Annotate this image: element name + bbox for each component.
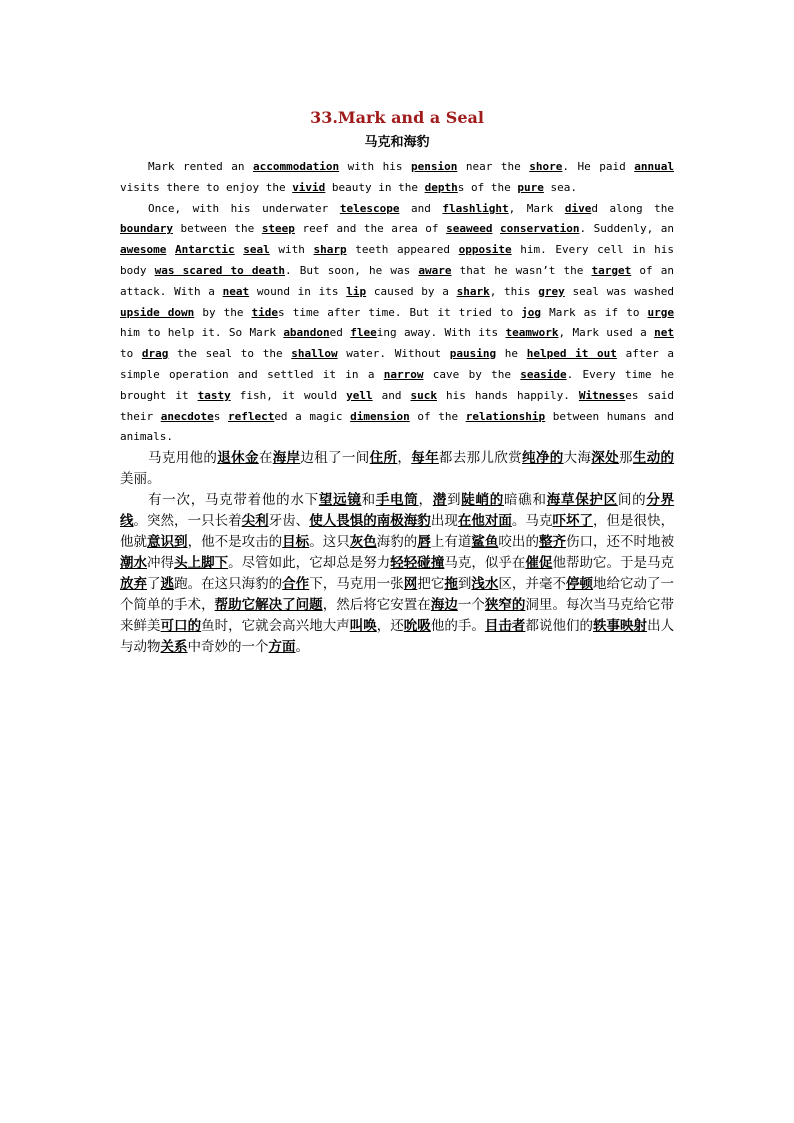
text-run: es said their: [120, 388, 675, 423]
text-run: 间的: [617, 492, 647, 509]
text-run: and: [372, 388, 411, 402]
text-run: ed a magic: [274, 409, 351, 423]
vocab-word: drag: [141, 347, 169, 361]
vocab-word: neat: [222, 284, 250, 298]
vocab-word: 逃: [160, 576, 175, 593]
text-run: Mark as if to: [541, 305, 648, 319]
text-run: fish, it would: [230, 388, 347, 402]
chinese-paragraph: [120, 448, 674, 490]
vocab-word: reflect: [227, 409, 275, 423]
text-run: 牙齿、: [268, 513, 310, 530]
vocab-word: 放弃: [120, 576, 148, 593]
document-page: [120, 105, 674, 658]
vocab-word: 纯净的: [522, 450, 564, 467]
text-run: 洞里。每次当马克给它带来鲜美: [120, 597, 675, 635]
text-run: 冲得: [147, 555, 175, 572]
vocab-word: 灰色: [349, 534, 377, 551]
vocab-word: 轻轻碰撞: [390, 555, 445, 572]
text-run: the seal to the: [168, 347, 292, 361]
text-run: between humans and animals.: [120, 409, 674, 444]
text-run: that he wasn’t the: [451, 263, 592, 277]
vocab-word: 催促: [525, 555, 553, 572]
text-run: him. Every cell in his body: [120, 243, 674, 277]
vocab-word: dive: [564, 201, 592, 215]
text-run: 都说他们的: [525, 618, 593, 635]
text-run: 美丽。: [120, 471, 161, 488]
text-run: [492, 222, 500, 235]
text-run: teeth appeared: [346, 243, 459, 257]
vocab-word: suck: [410, 388, 437, 402]
vocab-word: 尖利: [241, 513, 269, 530]
text-run: ，还: [376, 618, 404, 635]
text-run: 下，马克用一张: [309, 576, 404, 593]
vocab-word: 使人畏惧的南极海豹: [309, 513, 431, 530]
text-run: 马克，似乎在: [444, 555, 526, 572]
vocab-word: abandon: [283, 326, 330, 340]
text-run: s: [213, 409, 228, 423]
text-run: 出人与动物: [120, 618, 675, 656]
text-run: between the: [172, 222, 262, 236]
vocab-word: 合作: [282, 576, 310, 593]
vocab-word: shore: [529, 160, 563, 173]
vocab-word: 手电筒: [375, 492, 419, 509]
text-run: 跑。在这只海豹的: [174, 576, 283, 593]
text-run: 中奇妙的一个: [187, 639, 269, 656]
text-run: ，: [397, 450, 412, 467]
text-run: ，: [418, 492, 433, 509]
vocab-word: tasty: [197, 388, 231, 402]
text-run: ing away. With its: [376, 326, 506, 340]
vocab-word: was scared to death: [154, 263, 285, 277]
vocab-word: 方面: [268, 639, 296, 656]
text-run: 暗礁和: [504, 492, 547, 509]
vocab-word: 整齐: [538, 534, 566, 551]
vocab-word: 浅水: [471, 576, 499, 593]
vocab-word: relationship: [465, 409, 546, 423]
vocab-word: 每年: [411, 450, 439, 467]
vocab-word: 轶事: [593, 618, 621, 635]
text-run: with his: [339, 160, 411, 173]
text-run: 马克用他的: [148, 450, 218, 467]
text-run: , Mark: [508, 201, 565, 215]
text-run: 他的手。: [430, 618, 485, 635]
chinese-paragraph: [120, 490, 674, 658]
vocab-word: 潮水: [120, 555, 148, 572]
text-run: 在: [258, 450, 273, 467]
chinese-passage: [120, 448, 674, 658]
vocab-word: flashlight: [442, 201, 509, 215]
vocab-word: 叫唤: [349, 618, 377, 635]
vocab-word: net: [654, 326, 674, 340]
vocab-word: 目标: [282, 534, 310, 551]
document-subtitle: 马克和海豹: [364, 135, 430, 150]
vocab-word: seaweed: [446, 222, 493, 236]
text-run: to: [120, 347, 142, 361]
text-run: 大海: [563, 450, 592, 467]
vocab-word: 可口的: [160, 618, 202, 635]
text-run: 上有道: [430, 534, 472, 551]
text-run: 。: [295, 639, 309, 656]
vocab-word: upside down: [120, 305, 195, 319]
vocab-word: Witness: [578, 388, 626, 402]
english-passage: [120, 157, 674, 448]
vocab-word: tide: [251, 305, 279, 319]
document-title: 33.Mark and a Seal: [310, 108, 484, 127]
vocab-word: opposite: [458, 243, 512, 257]
text-run: 区，并毫不: [498, 576, 566, 593]
vocab-word: shallow: [291, 347, 338, 361]
text-run: and: [399, 201, 443, 215]
vocab-word: narrow: [383, 367, 424, 381]
english-paragraph: [120, 157, 674, 199]
vocab-word: helped it out: [526, 347, 617, 361]
text-run: s time after time. But it tried to: [278, 305, 522, 319]
vocab-word: Antarctic: [175, 243, 235, 257]
vocab-word: target: [591, 263, 632, 277]
text-run: 。尽管如此，它却总是努力: [228, 555, 391, 572]
vocab-word: jog: [521, 305, 542, 319]
text-run: of an attack. With a: [120, 263, 674, 298]
vocab-word: anecdote: [160, 409, 214, 423]
vocab-word: 意识到: [147, 534, 188, 551]
vocab-word: telescope: [339, 201, 400, 215]
vocab-word: 帮助它解决了问题: [214, 597, 323, 614]
text-run: of the: [409, 409, 466, 423]
text-run: he: [496, 347, 527, 361]
text-run: caused by a: [366, 284, 457, 298]
vocab-word: 深处: [591, 450, 619, 467]
vocab-word: lip: [346, 284, 367, 298]
vocab-word: pension: [410, 160, 458, 173]
vocab-word: awesome: [120, 243, 167, 257]
vocab-word: seal: [243, 243, 270, 257]
vocab-word: pausing: [449, 347, 497, 361]
text-run: wound in its: [249, 284, 347, 298]
vocab-word: 拖: [444, 576, 458, 593]
vocab-word: yell: [346, 388, 373, 402]
text-run: ，然后将它安置在: [322, 597, 431, 614]
text-run: 到: [447, 492, 462, 509]
vocab-word: sharp: [313, 243, 347, 257]
vocab-word: 头上脚下: [174, 555, 229, 572]
text-run: 鱼时，它就会高兴地大声: [201, 618, 350, 635]
text-run: seal was washed: [564, 284, 675, 298]
vocab-word: 退休金: [217, 450, 259, 467]
text-run: , Mark used a: [558, 326, 655, 340]
text-run: 咬出的: [498, 534, 539, 551]
text-run: 他帮助它。于是马克: [552, 555, 675, 572]
text-run: beauty in the: [325, 180, 425, 194]
vocab-word: 生动的: [632, 450, 675, 467]
vocab-word: teamwork: [505, 326, 559, 340]
vocab-word: 唇: [417, 534, 431, 551]
text-run: 了: [147, 576, 161, 593]
text-run: 把它: [417, 576, 445, 593]
vocab-word: 潜: [432, 492, 448, 509]
text-run: water. Without: [337, 347, 450, 361]
vocab-word: 目击者: [484, 618, 526, 635]
text-run: 和: [361, 492, 376, 509]
text-run: 到: [457, 576, 472, 593]
text-run: visits there to enjoy the: [120, 180, 293, 194]
text-run: 出现: [430, 513, 458, 530]
text-run: ，他不是攻击的: [187, 534, 283, 551]
vocab-word: aware: [418, 263, 452, 277]
text-run: 有一次，马克带着他的水下: [148, 492, 319, 509]
vocab-word: 关系: [160, 639, 188, 656]
vocab-word: 分界线: [120, 492, 675, 530]
text-run: with: [269, 243, 314, 257]
vocab-word: 映射: [620, 618, 648, 635]
vocab-word: shark: [456, 284, 490, 298]
text-run: ，但是很快，他就: [120, 513, 675, 551]
vocab-word: 海岸: [272, 450, 301, 467]
vocab-word: 望远镜: [318, 492, 362, 509]
text-run: [235, 243, 244, 256]
text-run: Mark rented an: [148, 160, 253, 173]
vocab-word: 海草保护区: [546, 492, 618, 509]
vocab-word: urge: [647, 305, 675, 319]
text-run: sea.: [543, 180, 578, 194]
text-run: 地给它动了一个简单的手术，: [120, 576, 675, 614]
text-run: 海豹的: [376, 534, 418, 551]
text-run: 。突然，一只长着: [133, 513, 242, 530]
text-run: , this: [489, 284, 539, 298]
text-run: . He paid: [562, 160, 635, 173]
vocab-word: conservation: [500, 222, 580, 236]
text-run: Once, with his underwater: [148, 201, 340, 215]
text-run: d along the: [591, 201, 675, 215]
vocab-word: annual: [634, 160, 674, 173]
text-run: 一个: [457, 597, 485, 614]
text-run: ed: [329, 326, 351, 340]
text-run: . Suddenly, an: [579, 222, 675, 236]
vocab-word: 住所: [369, 450, 398, 467]
text-run: [166, 243, 175, 256]
vocab-word: seaside: [520, 367, 567, 381]
vocab-word: pure: [517, 180, 544, 194]
vocab-word: steep: [261, 222, 295, 236]
text-run: . Every time he brought it: [120, 367, 674, 402]
vocab-word: dimension: [350, 409, 410, 423]
vocab-word: 鲨鱼: [471, 534, 499, 551]
vocab-word: 狭窄的: [484, 597, 526, 614]
text-run: after a simple operation and settled it in a: [120, 347, 674, 381]
vocab-word: 海边: [430, 597, 458, 614]
vocab-word: flee: [350, 326, 377, 340]
text-run: cave by the: [423, 367, 521, 381]
vocab-word: accommodation: [253, 160, 340, 173]
vocab-word: boundary: [120, 222, 173, 236]
vocab-word: 网: [403, 576, 418, 593]
text-run: 那: [619, 450, 633, 467]
text-run: 伤口，还不时地被: [566, 534, 675, 551]
vocab-word: 吓坏了: [552, 513, 594, 530]
text-run: 边租了一间: [300, 450, 370, 467]
text-run: his hands happily.: [437, 388, 579, 402]
text-run: 。这只: [309, 534, 350, 551]
vocab-word: 在他对面: [457, 513, 512, 530]
text-run: 都去那儿欣赏: [438, 450, 523, 467]
vocab-word: 停顿: [565, 576, 593, 593]
text-run: near the: [457, 160, 530, 173]
text-run: by the: [194, 305, 252, 319]
vocab-word: depth: [424, 180, 458, 194]
english-paragraph: [120, 199, 674, 449]
vocab-word: grey: [538, 284, 565, 298]
text-run: him to help it. So Mark: [120, 326, 284, 340]
vocab-word: vivid: [292, 180, 326, 194]
vocab-word: 吮吸: [403, 618, 431, 635]
text-run: s of the: [457, 180, 518, 194]
vocab-word: 陡峭的: [461, 492, 504, 509]
text-run: 。马克: [511, 513, 553, 530]
text-run: . But soon, he was: [284, 263, 419, 277]
text-run: reef and the area of: [294, 222, 447, 236]
